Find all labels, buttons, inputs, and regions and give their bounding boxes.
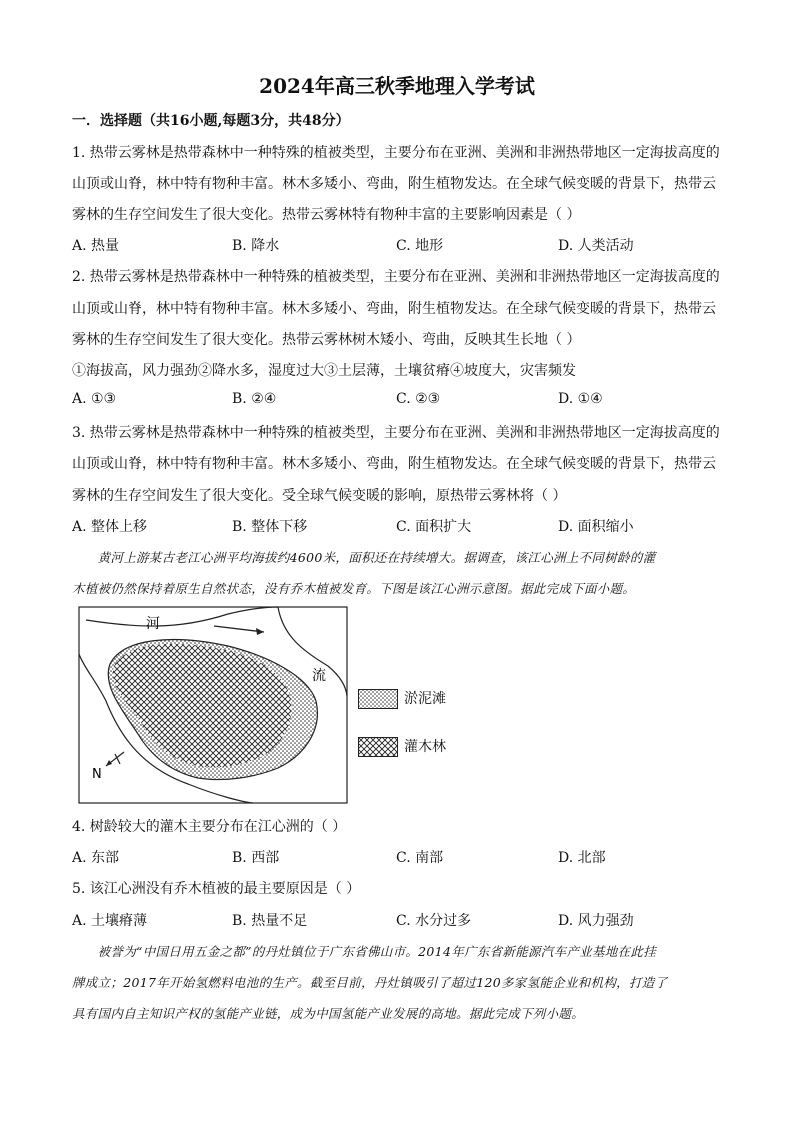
q2-option-d[interactable]: D. ①④ (558, 391, 603, 407)
q1-line-2: 山顶或山脊，林中特有物种丰富。林木多矮小、弯曲，附生植物发达。在全球气候变暖的背景下，热带云 (72, 176, 716, 192)
q2-statements: ①海拔高，风力强劲②降水多，湿度过大③土层薄，土壤贫瘠④坡度大，灾害频发 (72, 363, 576, 379)
island-map-svg (78, 606, 348, 804)
q3-options (72, 516, 724, 536)
legend-item-silt (358, 688, 446, 709)
q1-option-d[interactable]: D. 人类活动 (558, 238, 634, 254)
q3-option-b[interactable]: B. 整体下移 (232, 519, 308, 535)
material2-line-2: 牌成立；2017年开始氢燃料电池的生产。截至目前，丹灶镇吸引了超过120多家氢能企业和机构，打造了 (72, 975, 668, 990)
material2-line-1: 被誉为“中国日用五金之都”的丹灶镇位于广东省佛山市。2014年广东省新能源汽车产业基地在此挂 (72, 944, 656, 959)
q1-option-c[interactable]: C. 地形 (396, 238, 444, 254)
legend-item-shrub (358, 736, 446, 757)
section-heading: 一．选择题（共16小题,每题3分，共48分） (72, 113, 350, 129)
q4-option-a[interactable]: A. 东部 (72, 850, 120, 866)
q2-line-1: 2. 热带云雾林是热带森林中一种特殊的植被类型，主要分布在亚洲、美洲和非洲热带地区一定海拔高度的 (72, 269, 720, 285)
q5-stem: 5. 该江心洲没有乔木植被的最主要原因是（ ） (72, 881, 361, 897)
material2-line-3: 具有国内自主知识产权的氢能产业链，成为中国氢能产业发展的高地。据此完成下列小题。 (72, 1006, 585, 1021)
q5-option-a[interactable]: A. 土壤瘠薄 (72, 913, 148, 929)
legend-label-shrub: 灌木林 (404, 739, 446, 755)
north-label: N (92, 767, 102, 782)
q1-line-1: 1. 热带云雾林是热带森林中一种特殊的植被类型，主要分布在亚洲、美洲和非洲热带地区一定海拔高度的 (72, 145, 720, 161)
q1-options (72, 235, 724, 255)
q2-option-a[interactable]: A. ①③ (72, 391, 117, 407)
q1-line-3: 雾林的生存空间发生了很大变化。热带云雾林特有物种丰富的主要影响因素是（ ） (72, 207, 581, 223)
shrub-swatch-icon (358, 737, 398, 757)
q4-option-c[interactable]: C. 南部 (396, 850, 444, 866)
q2-option-c[interactable]: C. ②③ (396, 391, 441, 407)
q3-option-d[interactable]: D. 面积缩小 (558, 519, 634, 535)
q3-line-2: 山顶或山脊，林中特有物种丰富。林木多矮小、弯曲，附生植物发达。在全球气候变暖的背景下，热带云 (72, 456, 716, 472)
q3-line-3: 雾林的生存空间发生了很大变化。受全球气候变暖的影响，原热带云雾林将（ ） (72, 488, 567, 504)
legend-label-silt: 淤泥滩 (404, 691, 446, 707)
q4-stem: 4. 树龄较大的灌木主要分布在江心洲的（ ） (72, 819, 347, 835)
q5-option-c[interactable]: C. 水分过多 (396, 913, 472, 929)
q4-options (72, 847, 724, 867)
silt-swatch-icon (358, 689, 398, 709)
map-label-liu: 流 (312, 668, 326, 684)
q2-line-2: 山顶或山脊，林中特有物种丰富。林木多矮小、弯曲，附生植物发达。在全球气候变暖的背景下，热带云 (72, 301, 716, 317)
island-map (78, 606, 348, 804)
page-title: 2024年高三秋季地理入学考试 (259, 74, 535, 98)
q3-option-c[interactable]: C. 面积扩大 (396, 519, 472, 535)
q3-option-a[interactable]: A. 整体上移 (72, 519, 148, 535)
map-label-he: 河 (146, 616, 160, 632)
q3-line-1: 3. 热带云雾林是热带森林中一种特殊的植被类型，主要分布在亚洲、美洲和非洲热带地区一定海拔高度的 (72, 425, 720, 441)
q2-line-3: 雾林的生存空间发生了很大变化。热带云雾林树木矮小、弯曲，反映其生长地（ ） (72, 332, 581, 348)
q5-options (72, 910, 724, 930)
q5-option-d[interactable]: D. 风力强劲 (558, 913, 634, 929)
q2-options (72, 391, 724, 411)
q4-option-b[interactable]: B. 西部 (232, 850, 280, 866)
material1-line-1: 黄河上游某古老江心洲平均海拔约4600米，面积还在持续增大。据调查，该江心洲上不同树龄的灌 (72, 550, 656, 565)
q5-option-b[interactable]: B. 热量不足 (232, 913, 308, 929)
q4-option-d[interactable]: D. 北部 (558, 850, 606, 866)
material1-line-2: 木植被仍然保持着原生自然状态，没有乔木植被发育。下图是该江心洲示意图。据此完成下面小题。 (72, 581, 636, 596)
q2-option-b[interactable]: B. ②④ (232, 391, 277, 407)
q1-option-b[interactable]: B. 降水 (232, 238, 280, 254)
q1-option-a[interactable]: A. 热量 (72, 238, 120, 254)
